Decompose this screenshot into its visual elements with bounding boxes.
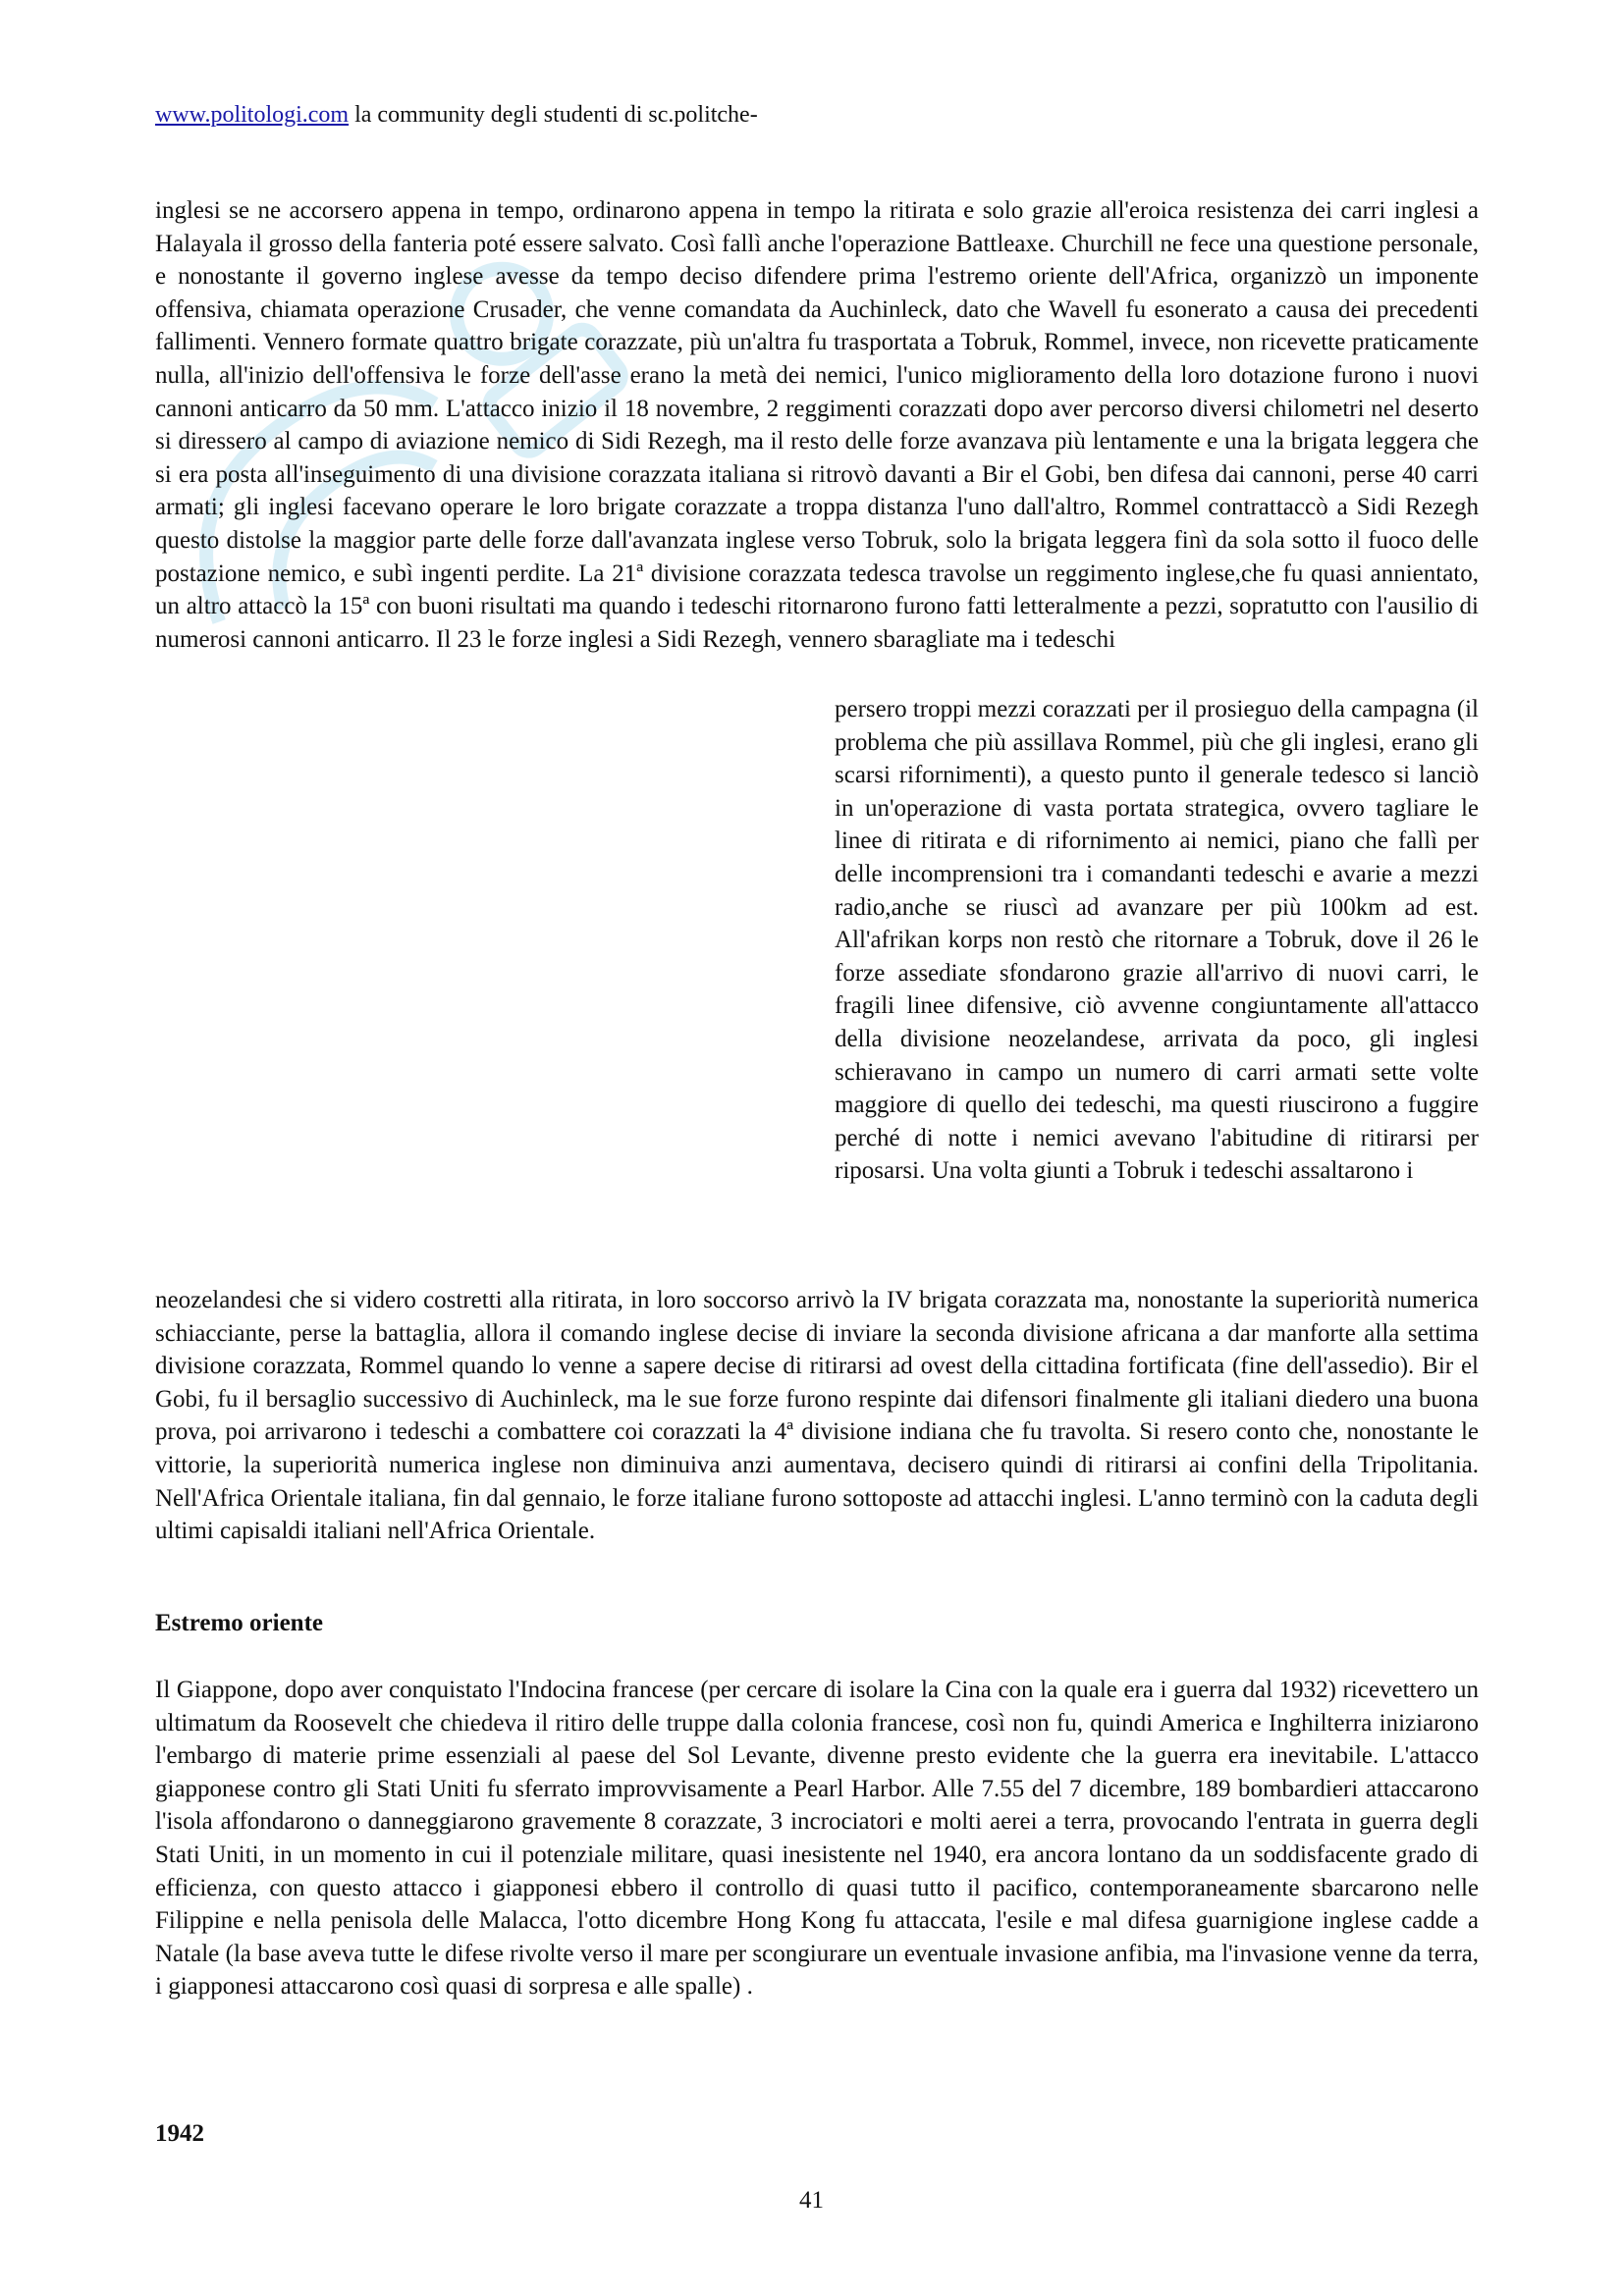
paragraph-crusader-narrow: persero troppi mezzi corazzati per il prosieguo della campagna (il problema che più assillava Rommel, più che gli inglesi, erano gli scarsi rifornimenti), a questo punto il generale tedesco si lanciò in un'operazione di vasta portata strategica, ovvero tagliare le linee di ritirata e di rifornimento ai nemici, piano che fallì per delle incomprensioni tra i comandanti tedeschi e avarie a mezzi radio,anche se riuscì ad avanzare per più 100km ad est. All'afrikan korps non restò che ritornare a Tobruk, dove il 26 le forze assediate sfondarono grazie all'arrivo di nuovi carri, le fragili linee difensive, ciò avvenne congiuntamente all'attacco della divisione neozelandese, arrivata da poco, gli inglesi schieravano in campo un numero di carri armati sette volte maggiore di quello dei tedeschi, ma questi riuscirono a fuggire perché di notte i nemici avevano l'abitudine di ritirarsi per riposarsi. Una volta giunti a Tobruk i tedeschi assaltarono i	[835, 696, 1479, 1185]
section-heading-estremo-oriente: Estremo oriente	[155, 1610, 324, 1636]
paragraph-crusader-end: neozelandesi che si videro costretti alla ritirata, in loro soccorso arrivò la IV brigata corazzata ma, nonostante la superiorità numerica schiacciante, perse la battaglia, allora il comando inglese decise di inviare la seconda divisione africana a dar manforte alla settima divisione corazzata, Rommel quando lo venne a sapere decise di ritirarsi ad ovest della cittadina fortificata (fine dell'assedio). Bir el Gobi, fu il bersaglio successivo di Auchinleck, ma le sue forze furono respinte dai difensori finalmente gli italiani diedero una buona prova, poi arrivarono i tedeschi a combattere coi corazzati la 4ª divisione indiana che fu travolta. Si resero conto che, nonostante le vittorie, la superiorità numerica inglese non diminuiva anzi aumentava, decisero quindi di ritirarsi ai confini della Tripolitania. Nell'Africa Orientale italiana, fin dal gennaio, le forze italiane furono sottoposte ad attacchi inglesi. L'anno terminò con la caduta degli ultimi capisaldi italiani nell'Africa Orientale.	[155, 1287, 1479, 1545]
paragraph-crusader-intro: inglesi se ne accorsero appena in tempo, ordinarono appena in tempo la ritirata e solo grazie all'eroica resistenza dei carri inglesi a Halayala il grosso della fanteria poté essere salvato. Così fallì anche l'operazione Battleaxe. Churchill ne fece una questione personale, e nonostante il governo inglese avesse da tempo deciso difendere prima l'estremo oriente dell'Africa, organizzò un imponente offensiva, chiamata operazione Crusader, che venne comandata da Auchinleck, dato che Wavell fu esonerato a causa dei precedenti fallimenti. Vennero formate quattro brigate corazzate, più un'altra fu trasportata a Tobruk, Rommel, invece, non ricevette praticamente nulla, all'inizio dell'offensiva le forze dell'asse erano la metà dei nemici, l'unico miglioramento della loro dotazione furono i nuovi cannoni anticarro da 50 mm. L'attacco inizio il 18 novembre, 2 reggimenti corazzati dopo aver percorso diversi chilometri nel deserto si diressero al campo di aviazione nemico di Sidi Rezegh, ma il resto delle forze avanzava più lentamente e una la brigata leggera che si era posta all'inseguimento di una divisione corazzata italiana si ritrovò davanti a Bir el Gobi, ben difesa dai cannoni, perse 40 carri armati; gli inglesi facevano operare le loro brigate corazzate a troppa distanza l'uno dall'altro, Rommel contrattaccò a Sidi Rezegh questo distolse la maggior parte delle forze dall'avanzata inglese verso Tobruk, solo la brigata leggera finì da sola sotto il fuoco delle postazione nemico, e subì ingenti perdite. La 21ª divisione corazzata tedesca travolse un reggimento inglese,che fu quasi annientato, un altro attaccò la 15ª con buoni risultati ma quando i tedeschi ritornarono furono fatti letteralmente a pezzi, sopratutto con l'ausilio di numerosi cannoni anticarro. Il 23 le forze inglesi a Sidi Rezegh, vennero sbaragliate ma i tedeschi	[155, 197, 1479, 653]
page-header	[155, 100, 758, 130]
header-tagline: la community degli studenti di sc.politche-	[349, 102, 758, 128]
page-number: 41	[799, 2187, 824, 2214]
site-link[interactable]: www.politologi.com	[155, 102, 350, 128]
section-heading-1942: 1942	[155, 2120, 204, 2147]
paragraph-estremo-oriente: Il Giappone, dopo aver conquistato l'Indocina francese (per cercare di isolare la Cina con la quale era i guerra dal 1932) ricevettero un ultimatum da Roosevelt che chiedeva il ritiro delle truppe dalla colonia francese, così non fu, quindi America e Inghilterra iniziarono l'embargo di materie prime essenziali al paese del Sol Levante, divenne presto evidente che la guerra era inevitabile. L'attacco giapponese contro gli Stati Uniti fu sferrato improvvisamente a Pearl Harbor. Alle 7.55 del 7 dicembre, 189 bombardieri attaccarono l'isola affondarono o danneggiarono gravemente 8 corazzate, 3 incrociatori e molti aerei a terra, provocando l'entrata in guerra degli Stati Uniti, in un momento in cui il potenziale militare, quasi inesistente nel 1940, era ancora lontano da un soddisfacente grado di efficienza, con questo attacco i giapponesi ebbero il controllo di quasi tutto il pacifico, contemporaneamente sbarcarono nelle Filippine e nella penisola delle Malacca, l'otto dicembre Hong Kong fu attaccata, l'esile e mal difesa guarnigione inglese cadde a Natale (la base aveva tutte le difese rivolte verso il mare per scongiurare un eventuale invasione anfibia, ma l'invasione venne da terra, i giapponesi attaccarono così quasi di sorpresa e alle spalle) .	[155, 1677, 1479, 2001]
